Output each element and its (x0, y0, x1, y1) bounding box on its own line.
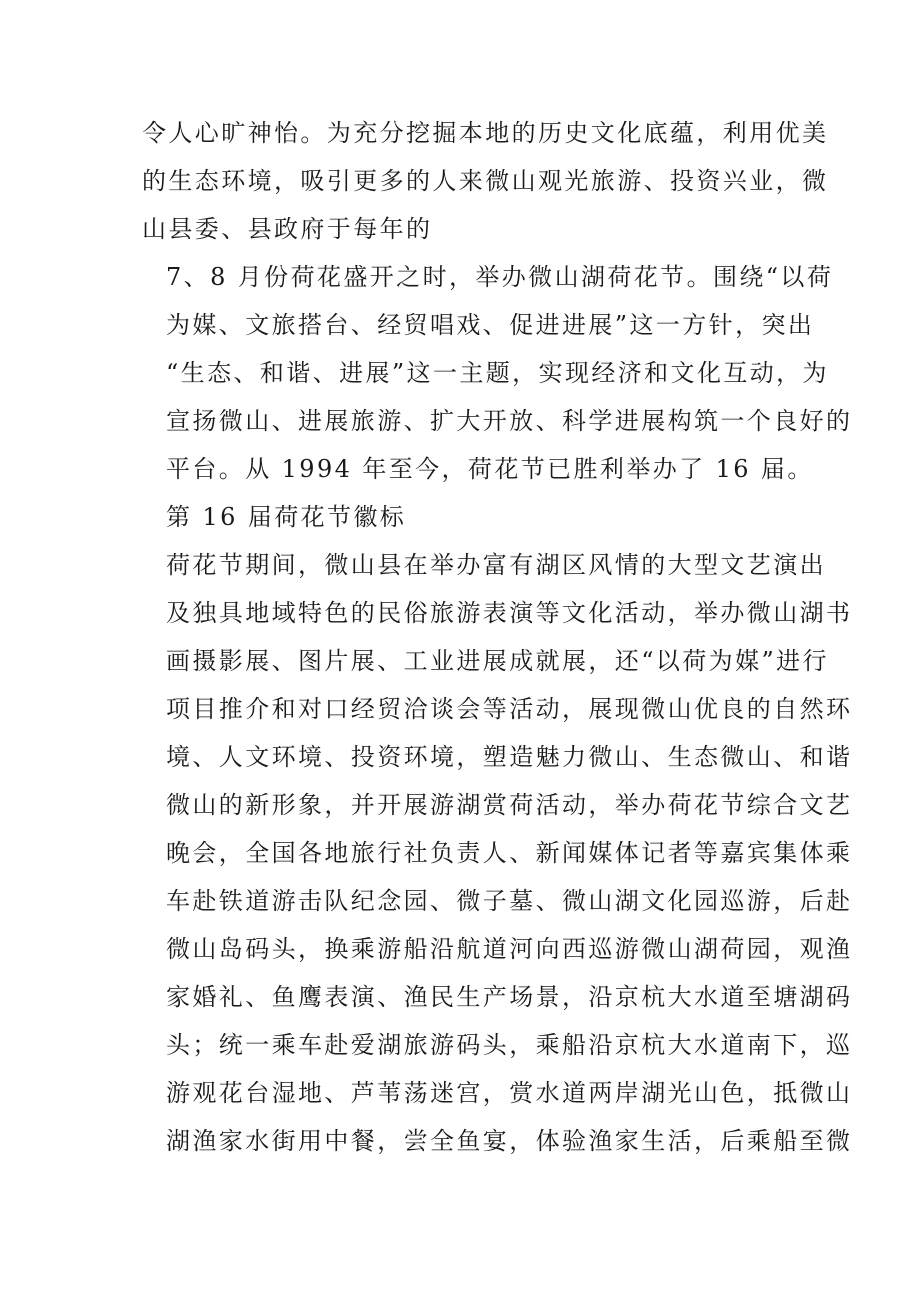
text-line: 及独具地域特色的民俗旅游表演等文化活动，举办微山湖书 (166, 599, 853, 627)
text-line: 山县委、县政府于每年的 (142, 215, 433, 243)
text-line: 宣扬微山、进展旅游、扩大开放、科学进展构筑一个良好的 (166, 407, 853, 435)
text-line: 晚会，全国各地旅行社负责人、新闻媒体记者等嘉宾集体乘 (166, 839, 853, 867)
text-line: 境、人文环境、投资环境，塑造魅力微山、生态微山、和谐 (166, 743, 853, 771)
text-line: 微山的新形象，并开展游湖赏荷活动，举办荷花节综合文艺 (166, 791, 853, 819)
text-line: 第 16 届荷花节徽标 (166, 503, 407, 531)
text-line: 的生态环境，吸引更多的人来微山观光旅游、投资兴业，微 (142, 167, 829, 195)
text-line: “生态、和谐、进展”这一主题，实现经济和文化互动，为 (166, 359, 829, 387)
text-line: 湖渔家水街用中餐，尝全鱼宴，体验渔家生活，后乘船至微 (166, 1127, 853, 1155)
text-line: 7、8 月份荷花盛开之时，举办微山湖荷花节。围绕“以荷 (166, 263, 834, 291)
document-page (142, 109, 853, 1165)
text-line: 车赴铁道游击队纪念园、微子墓、微山湖文化园巡游，后赴 (166, 887, 853, 915)
text-line: 平台。从 1994 年至今，荷花节已胜利举办了 16 届。 (166, 455, 814, 483)
paragraph-1 (142, 109, 829, 253)
paragraph-4 (142, 541, 853, 1165)
text-line: 画摄影展、图片展、工业进展成就展，还“以荷为媒”进行 (166, 647, 829, 675)
text-line: 荷花节期间，微山县在举办富有湖区风情的大型文艺演出 (166, 551, 826, 579)
text-line: 为媒、文旅搭台、经贸唱戏、促进进展”这一方针，突出 (166, 311, 815, 339)
text-line: 游观花台湿地、芦苇荡迷宫，赏水道两岸湖光山色，抵微山 (166, 1079, 853, 1107)
text-line: 微山岛码头，换乘游船沿航道河向西巡游微山湖荷园，观渔 (166, 935, 853, 963)
text-line: 家婚礼、鱼鹰表演、渔民生产场景，沿京杭大水道至塘湖码 (166, 983, 853, 1011)
text-line: 令人心旷神怡。为充分挖掘本地的历史文化底蕴，利用优美 (142, 119, 829, 147)
paragraph-2 (142, 253, 853, 493)
text-line: 头；统一乘车赴爱湖旅游码头，乘船沿京杭大水道南下，巡 (166, 1031, 853, 1059)
paragraph-3-logo-caption (142, 493, 782, 541)
text-line: 项目推介和对口经贸洽谈会等活动，展现微山优良的自然环 (166, 695, 853, 723)
